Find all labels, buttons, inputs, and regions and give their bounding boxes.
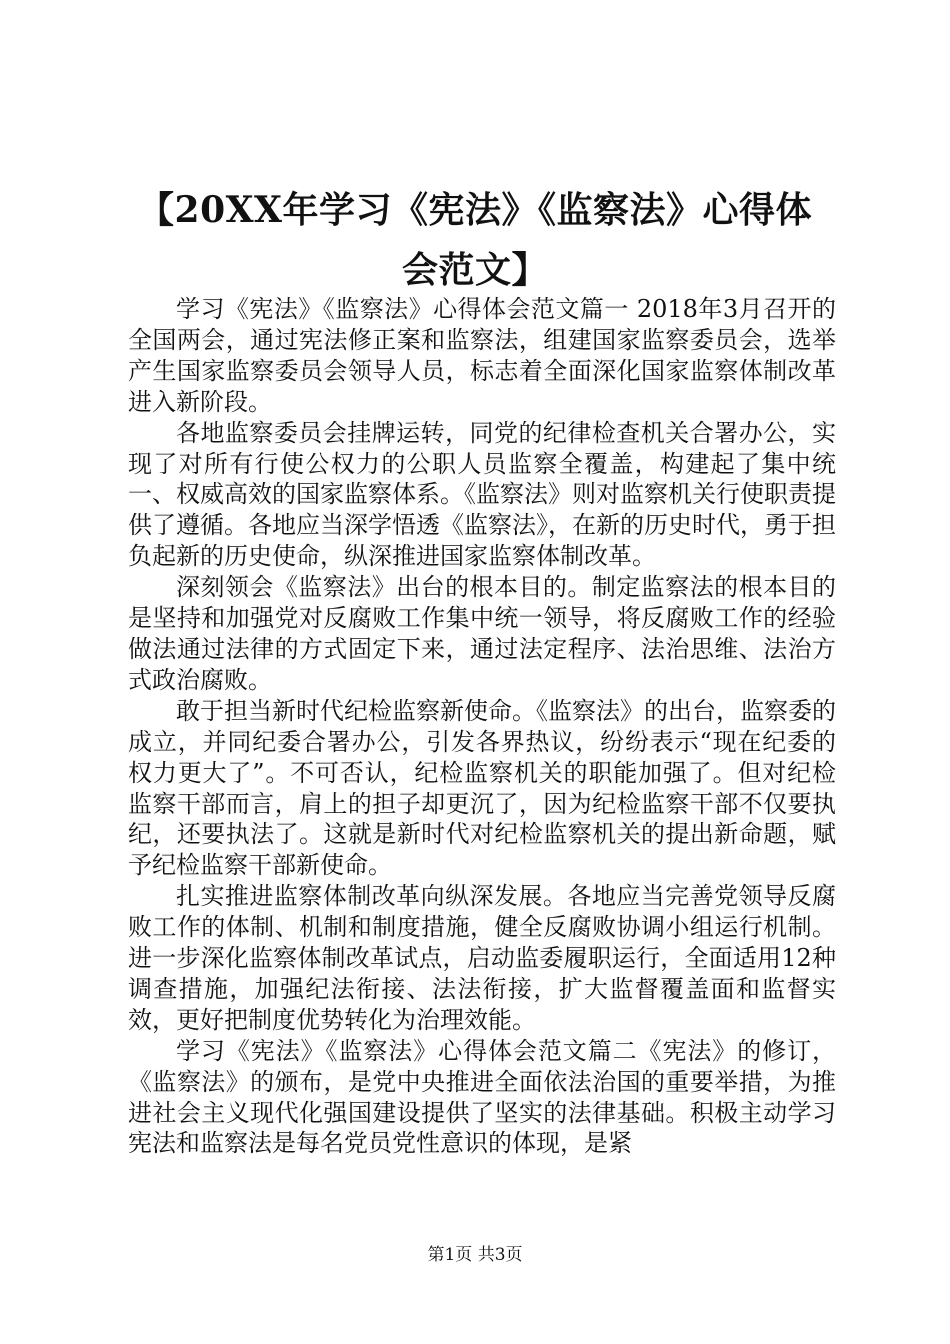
paragraph: 敢于担当新时代纪检监察新使命。《监察法》的出台，监察委的成立，并同纪委合署办公，引发各界热议，纷纷表示“现在纪委的权力更大了”。不可否认，纪检监察机关的职能加强了。但对纪检监察干部而言，肩上的担子却更沉了，因为纪检监察干部不仅要执纪，还要执法了。这就是新时代对纪检监察机关的提出新命题，赋予纪检监察干部新使命。 [128, 696, 836, 880]
paragraph: 扎实推进监察体制改革向纵深发展。各地应当完善党领导反腐败工作的体制、机制和制度措施，健全反腐败协调小组运行机制。进一步深化监察体制改革试点，启动监委履职运行，全面适用12种调查措施，加强纪法衔接、法法衔接，扩大监督覆盖面和监督实效，更好把制度优势转化为治理效能。 [128, 882, 836, 1034]
paragraph: 各地监察委员会挂牌运转，同党的纪律检查机关合署办公，实现了对所有行使公权力的公职人员监察全覆盖，构建起了集中统一、权威高效的国家监察体系。《监察法》则对监察机关行使职责提供了遵循。各地应当深学悟透《监察法》，在新的历史时代，勇于担负起新的历史使命，纵深推进国家监察体制改革。 [128, 418, 836, 571]
page-footer: 第1页 共3页 [427, 1245, 523, 1265]
paragraph: 深刻领会《监察法》出台的根本目的。制定监察法的根本目的是坚持和加强党对反腐败工作集中统一领导，将反腐败工作的经验做法通过法律的方式固定下来，通过法定程序、法治思维、法治方式政治腐败。 [128, 573, 836, 694]
document-body [128, 294, 836, 1194]
paragraph: 学习《宪法》《监察法》心得体会范文篇一 2018年3月召开的全国两会，通过宪法修正案和监察法，组建国家监察委员会，选举产生国家监察委员会领导人员，标志着全面深化国家监察体制改革进入新阶段。 [128, 295, 836, 416]
paragraph: 学习《宪法》《监察法》心得体会范文篇二《宪法》的修订，《监察法》的颁布，是党中央推进全面依法治国的重要举措，为推进社会主义现代化强国建设提供了坚实的法律基础。积极主动学习宪法和监察法是每名党员党性意识的体现，是紧 [128, 1036, 836, 1158]
document-title: 【20XX年学习《宪法》《监察法》心得体会范文】 [138, 189, 812, 291]
